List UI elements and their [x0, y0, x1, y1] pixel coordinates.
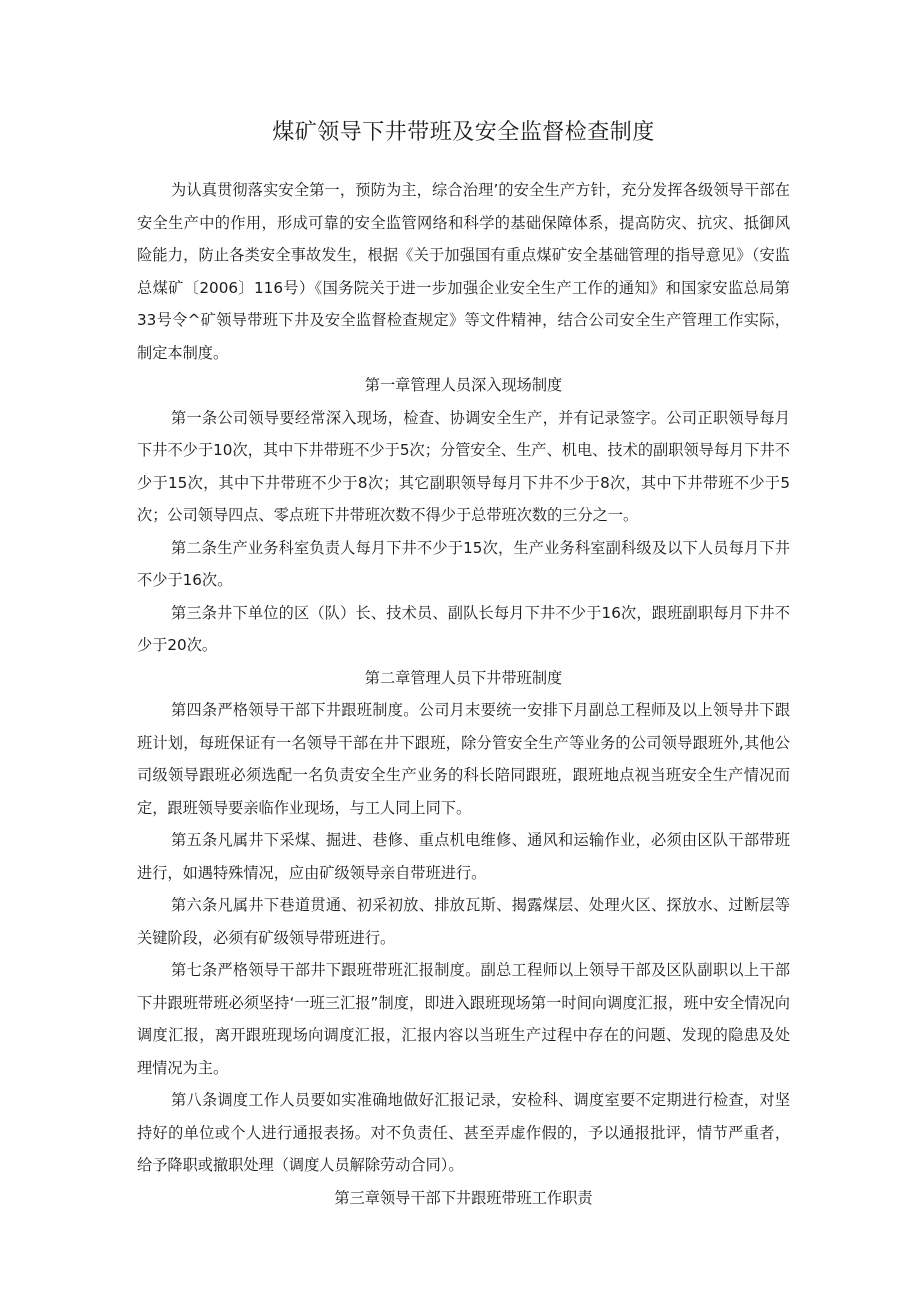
article-5: 第五条凡属井下采煤、掘进、巷修、重点机电维修、通风和运输作业，必须由区队干部带班进行，如遇特殊情况，应由矿级领导亲自带班进行。: [137, 831, 790, 882]
article-2: 第二条生产业务科室负责人每月下井不少于15次，生产业务科室副科级及以下人员每月下井不少于16次。: [137, 538, 790, 589]
article-8: 第八条调度工作人员要如实准确地做好汇报记录，安检科、调度室要不定期进行检查，对坚持好的单位或个人进行通报表扬。对不负责任、甚至弄虚作假的，予以通报批评，情节严重者，给予降职或撤职处理（调度人员解除劳动合同）。: [137, 1091, 790, 1174]
chapter-1-heading: 第一章管理人员深入现场制度: [364, 376, 563, 394]
article-4: 第四条严格领导干部下井跟班制度。公司月末要统一安排下月副总工程师及以上领导井下跟班计划，每班保证有一名领导干部在井下跟班，除分管安全生产等业务的公司领导跟班外,其他公司级领导跟班必须选配一名负责安全生产业务的科长陪同跟班，跟班地点视当班安全生产情况而定，跟班领导要亲临作业现场，与工人同上同下。: [137, 701, 790, 817]
article-1: 第一条公司领导要经常深入现场，检查、协调安全生产，并有记录签字。公司正职领导每月下井不少于10次，其中下井带班不少于5次；分管安全、生产、机电、技术的副职领导每月下井不少于15次，其中下井带班不少于8次；其它副职领导每月下井不少于8次，其中下井带班不少于5次；公司领导四点、零点班下井带班次数不得少于总带班次数的三分之一。: [137, 408, 790, 524]
article-7: 第七条严格领导干部井下跟班带班汇报制度。副总工程师以上领导干部及区队副职以上干部下井跟班带班必须坚持‘一班三汇报”制度，即进入跟班现场第一时间向调度汇报，班中安全情况向调度汇报，离开跟班现场向调度汇报，汇报内容以当班生产过程中存在的问题、发现的隐患及处理情况为主。: [137, 961, 790, 1077]
chapter-2-heading: 第二章管理人员下井带班制度: [364, 668, 563, 687]
article-6: 第六条凡属井下巷道贯通、初采初放、排放瓦斯、揭露煤层、处理火区、探放水、过断层等关键阶段，必须有矿级领导带班进行。: [137, 896, 790, 947]
intro-paragraph: 为认真贯彻落实安全第一，预防为主，综合治理’的安全生产方针，充分发挥各级领导干部在安全生产中的作用，形成可靠的安全监管网络和科学的基础保障体系，提高防灾、抗灾、抵御风险能力，防止各类安全事故发生，根据《关于加强国有重点煤矿安全基础管理的指导意见》（安监总煤矿〔2006〕116号）《国务院关于进一步加强企业安全生产工作的通知》和国家安监总局第33号令^矿领导带班下井及安全监督检查规定》等文件精神，结合公司安全生产管理工作实际，制定本制度。: [137, 181, 790, 362]
chapter-3-heading: 第三章领导干部下井跟班带班工作职责: [334, 1188, 593, 1207]
article-3: 第三条井下单位的区（队）长、技术员、副队长每月下井不少于16次，跟班副职每月下井不少于20次。: [137, 603, 790, 654]
document-title: 煤矿领导下井带班及安全监督检查制度: [272, 120, 655, 145]
